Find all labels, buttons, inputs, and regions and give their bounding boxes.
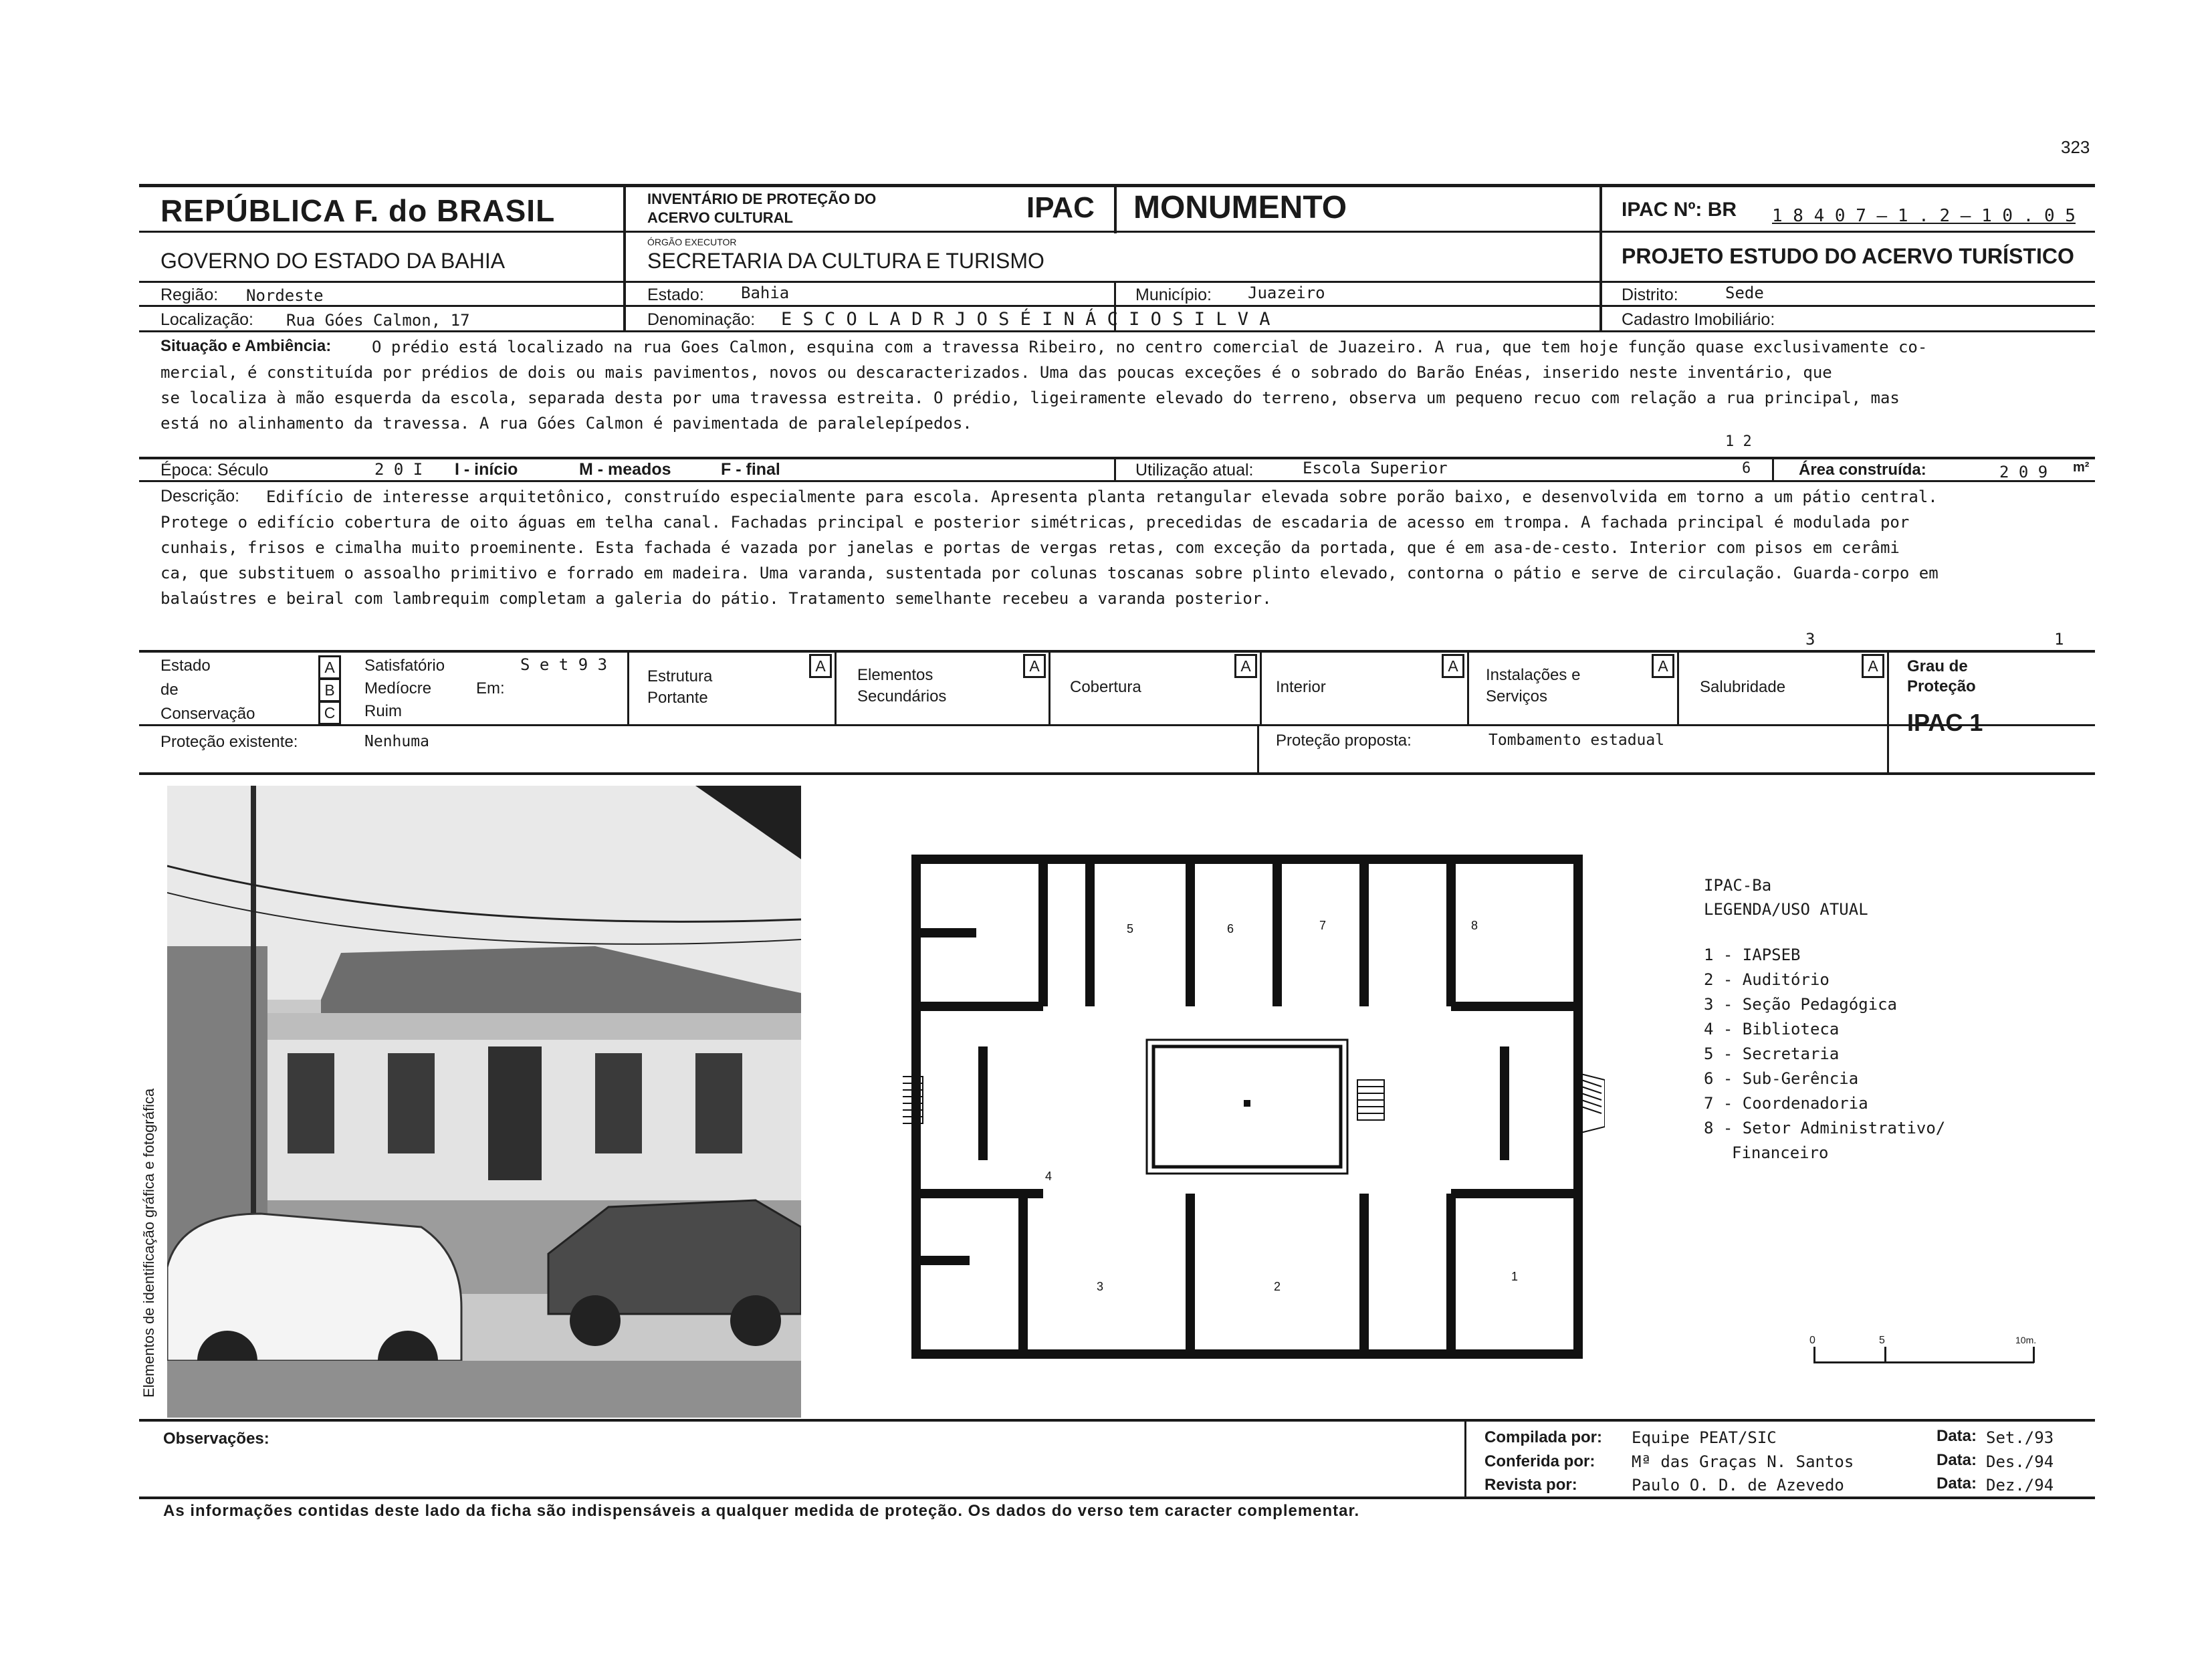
monumento-title: MONUMENTO — [1133, 190, 1347, 225]
plan-room-3: 3 — [1096, 1280, 1104, 1293]
plan-room-4: 4 — [1044, 1170, 1053, 1183]
descricao-line-4: ca, que substituem o assoalho primitivo e forrado em madeira. Uma varanda, sustentada por colunas toscanas sobre plinto elevado, contorna o pátio e serve de circulação. Guarda-corpo em — [160, 564, 1939, 582]
ipac-label: IPAC — [1026, 191, 1095, 224]
cobertura-grade: A — [1234, 654, 1257, 678]
data-value-1: Set./93 — [1986, 1428, 2054, 1447]
plan-room-1: 1 — [1511, 1270, 1519, 1283]
estado-conservacao-2: de — [160, 681, 179, 699]
descricao-line-3: cunhais, frisos e cimalha muito proeminente. Esta fachada é vazada por janelas e portas de vergas retas, com exceção da portada, que é em asa-de-cesto. Interior com pisos em cerâmi — [160, 538, 1900, 557]
protecao-proposta-label: Proteção proposta: — [1276, 732, 1412, 750]
legend-item-1: 1 - IAPSEB — [1704, 946, 1801, 964]
legend-item-2: 2 - Auditório — [1704, 970, 1830, 989]
revista-label: Revista por: — [1484, 1476, 1577, 1494]
utilizacao-label: Utilização atual: — [1135, 461, 1254, 479]
epoca-final: F - final — [721, 460, 780, 479]
situacao-label: Situação e Ambiência: — [160, 337, 332, 355]
photo-side-label: Elementos de identificação gráfica e fotográfica — [140, 1088, 157, 1398]
situacao-line-2: mercial, é constituída por prédios de dois ou mais pavimentos, novos ou descaracterizados. Uma das poucas exceções é o sobrado do Barão Enéas, inserido neste inventário, que — [160, 363, 1832, 382]
epoca-value: 2 0 I — [374, 460, 423, 479]
revista-value: Paulo O. D. de Azevedo — [1632, 1476, 1844, 1495]
grade-a: A — [318, 655, 341, 679]
legend-title-2: LEGENDA/USO ATUAL — [1704, 900, 1868, 919]
epoca-meados: M - meados — [579, 460, 671, 479]
legend-item-3: 3 - Seção Pedagógica — [1704, 995, 1897, 1014]
estado-conservacao-1: Estado — [160, 657, 211, 675]
code-12: 1 2 — [1725, 433, 1752, 450]
governo-title: GOVERNO DO ESTADO DA BAHIA — [160, 249, 506, 273]
denominacao-label: Denominação: — [647, 310, 756, 329]
orgao-label: ÓRGÃO EXECUTOR — [647, 237, 737, 247]
estrutura-label: Estrutura Portante — [647, 667, 713, 707]
instalacoes-grade: A — [1652, 654, 1674, 678]
grade-b: B — [318, 678, 341, 702]
epoca-label: Época: Século — [160, 461, 269, 479]
legend-item-4: 4 - Biblioteca — [1704, 1020, 1840, 1038]
scale-5: 5 — [1879, 1335, 1885, 1346]
cadastro-label: Cadastro Imobiliário: — [1622, 310, 1775, 329]
code-13: 3 — [1805, 630, 1815, 649]
protecao-existente-value: Nenhuma — [364, 733, 429, 750]
compilada-label: Compilada por: — [1484, 1428, 1603, 1446]
interior-grade: A — [1442, 654, 1464, 678]
localizacao-value: Rua Góes Calmon, 17 — [286, 311, 470, 330]
orgao-value: SECRETARIA DA CULTURA E TURISMO — [647, 249, 1044, 273]
data-value-2: Des./94 — [1986, 1452, 2054, 1471]
descricao-line-1: Edifício de interesse arquitetônico, construído especialmente para escola. Apresenta planta retangular elevada sobre porão baixo, e desenvolvida em torno a um pátio central. — [266, 487, 1938, 506]
republica-title: REPÚBLICA F. do BRASIL — [160, 193, 556, 228]
conferida-label: Conferida por: — [1484, 1452, 1595, 1470]
data-value-3: Dez./94 — [1986, 1476, 2054, 1495]
estado-conservacao-3: Conservação — [160, 705, 255, 723]
elementos-label: Elementos Secundários — [857, 666, 947, 705]
grade-c: C — [318, 701, 341, 725]
compilada-value: Equipe PEAT/SIC — [1632, 1428, 1777, 1447]
situacao-line-4: está no alinhamento da travessa. A rua Góes Calmon é pavimentada de paralelepípedos. — [160, 414, 972, 433]
legend-item-8b: Financeiro — [1732, 1143, 1829, 1162]
em-date-code: S e t 9 3 — [520, 655, 608, 674]
situacao-line-3: se localiza à mão esquerda da escola, separada desta por uma travessa estreita. O prédio, ligeiramente elevado do terreno, observa um pequeno recuo com relação a rua principal, mas — [160, 389, 1900, 407]
descricao-line-2: Protege o edifício cobertura de oito águas em telha canal. Fachadas principal e posterior simétricas, precedidas de escadaria de acesso em trompa. A fachada principal é modulada por — [160, 513, 1910, 532]
estado-label: Estado: — [647, 286, 704, 304]
ruim-label: Ruim — [364, 702, 403, 720]
data-label-3: Data: — [1937, 1474, 1977, 1492]
inventario-label: INVENTÁRIO DE PROTEÇÃO DO ACERVO CULTURAL — [647, 191, 877, 226]
plan-room-8: 8 — [1470, 919, 1478, 932]
scale-10: 10m. — [2015, 1335, 2037, 1345]
estrutura-grade: A — [809, 654, 832, 678]
regiao-value: Nordeste — [246, 286, 324, 305]
plan-room-5: 5 — [1126, 922, 1134, 935]
data-label-2: Data: — [1937, 1451, 1977, 1469]
floor-plan — [903, 846, 1605, 1374]
denominacao-value: E S C O L A D R J O S É I N Á C I O S I L V A — [781, 309, 1270, 330]
scale-0: 0 — [1809, 1335, 1815, 1346]
descricao-label: Descrição: — [160, 487, 240, 506]
mediocre-label: Medíocre — [364, 679, 432, 697]
data-label-1: Data: — [1937, 1427, 1977, 1445]
plan-room-7: 7 — [1319, 919, 1327, 932]
cobertura-label: Cobertura — [1070, 678, 1141, 696]
page-number: 323 — [2061, 137, 2090, 157]
projeto-title: PROJETO ESTUDO DO ACERVO TURÍSTICO — [1622, 244, 2074, 268]
municipio-label: Município: — [1135, 286, 1212, 304]
conferida-value: Mª das Graças N. Santos — [1632, 1452, 1854, 1471]
protecao-proposta-value: Tombamento estadual — [1488, 732, 1665, 749]
satisfatorio-label: Satisfatório — [364, 657, 445, 675]
ipac-number-label: IPAC Nº: BR — [1622, 199, 1737, 221]
area-label: Área construída: — [1799, 461, 1926, 479]
elementos-grade: A — [1023, 654, 1046, 678]
epoca-inicio: I - início — [455, 460, 518, 479]
area-value: 2 0 9 — [1999, 463, 2048, 481]
legend-item-7: 7 - Coordenadoria — [1704, 1094, 1868, 1113]
estado-value: Bahia — [741, 284, 790, 302]
descricao-line-5: balaústres e beiral com lambrequim completam a galeria do pátio. Tratamento semelhante recebeu a varanda posterior. — [160, 589, 1272, 608]
building-photo — [167, 786, 801, 1418]
em-label: Em: — [476, 679, 505, 697]
plan-room-6: 6 — [1226, 922, 1234, 935]
localizacao-label: Localização: — [160, 310, 253, 329]
situacao-line-1: O prédio está localizado na rua Goes Calmon, esquina com a travessa Ribeiro, no centro comercial de Juazeiro. A rua, que tem hoje função quase exclusivamente co- — [372, 338, 1928, 356]
plan-room-2: 2 — [1273, 1280, 1281, 1293]
legend-item-6: 6 - Sub-Gerência — [1704, 1069, 1859, 1088]
area-unit: m² — [2073, 460, 2090, 475]
legend-title-1: IPAC-Ba — [1704, 876, 1772, 895]
legend-item-5: 5 - Secretaria — [1704, 1044, 1840, 1063]
distrito-label: Distrito: — [1622, 286, 1678, 304]
code-6: 6 — [1742, 460, 1751, 477]
utilizacao-value: Escola Superior — [1303, 459, 1448, 477]
salubridade-label: Salubridade — [1700, 678, 1786, 696]
code-1: 1 — [2054, 630, 2064, 649]
interior-label: Interior — [1276, 678, 1326, 696]
municipio-value: Juazeiro — [1248, 284, 1325, 302]
disclaimer: As informações contidas deste lado da ficha são indispensáveis a qualquer medida de proteção. Os dados do verso tem caracter complementar. — [163, 1502, 1360, 1520]
protecao-existente-label: Proteção existente: — [160, 733, 298, 751]
instalacoes-label: Instalações e Serviços — [1486, 666, 1581, 705]
regiao-label: Região: — [160, 286, 219, 304]
observacoes-label: Observações: — [163, 1430, 269, 1448]
legend-item-8: 8 - Setor Administrativo/ — [1704, 1119, 1946, 1137]
salubridade-grade: A — [1862, 654, 1884, 678]
grau-protecao-value: IPAC 1 — [1907, 709, 1983, 736]
grau-protecao-label: Grau de Proteção — [1907, 657, 1976, 695]
distrito-value: Sede — [1725, 284, 1764, 302]
ipac-number-value: 1 8 4 0 7 — 1 . 2 — 1 0 . 0 5 — [1772, 206, 2076, 226]
